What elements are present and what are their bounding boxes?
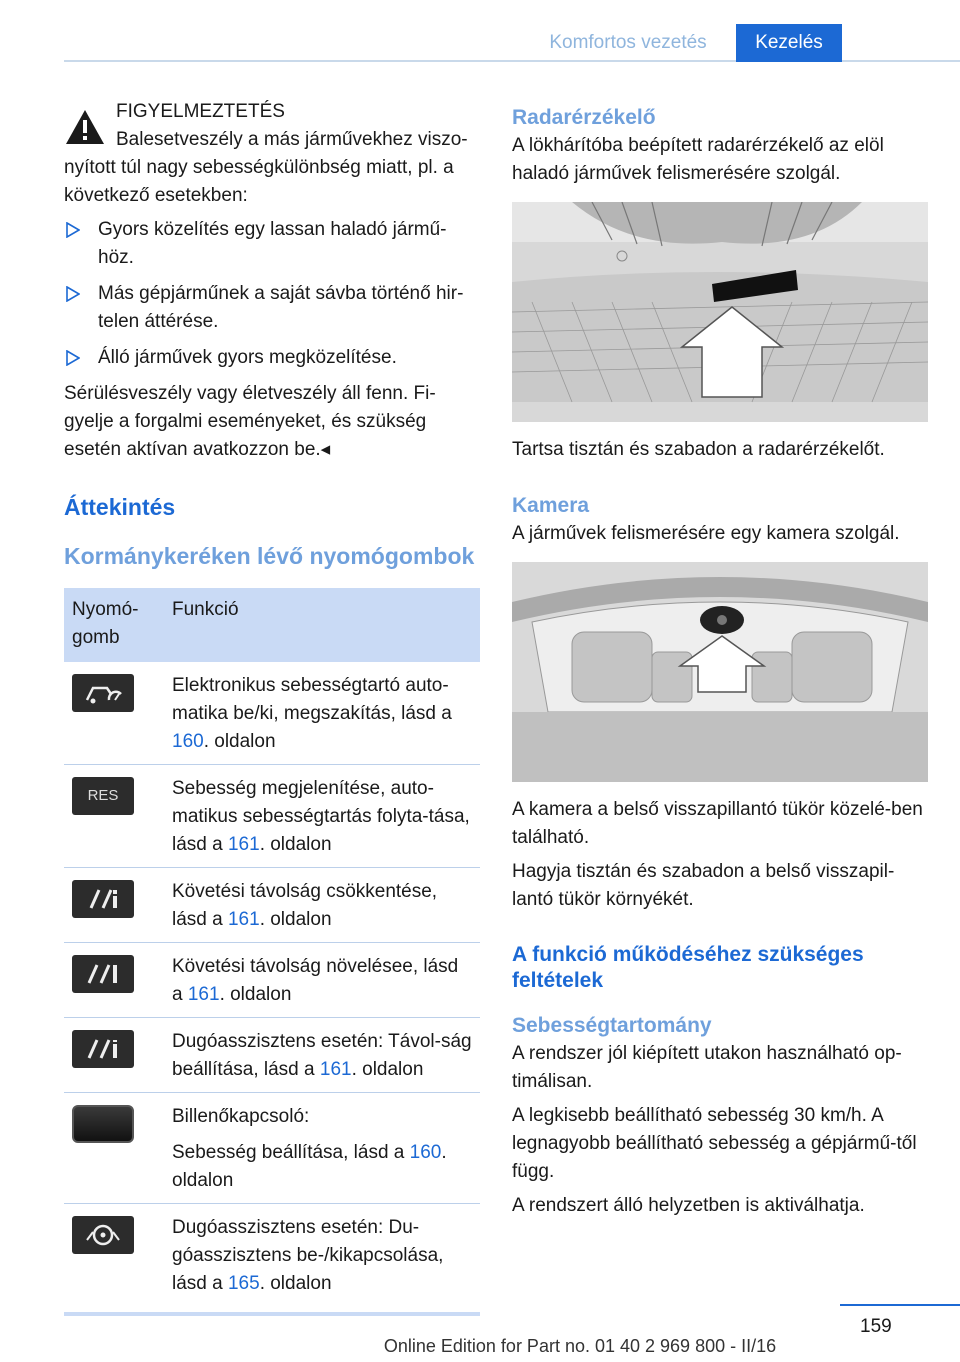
function-cell: Követési távolság csökkentése, lásd a 161. oldalon: [164, 868, 480, 943]
camera-caption-1: A kamera a belső visszapillantó tükör közelé‐ben található.: [512, 799, 923, 848]
page-number: 159: [860, 1316, 892, 1337]
bullet-triangle-icon: [66, 222, 80, 238]
steering-wheel-buttons-table: [64, 588, 480, 1316]
table-row: [64, 943, 480, 1018]
footer-edition: Online Edition for Part no. 01 40 2 969 800 - II/16: [383, 1336, 777, 1356]
page-link[interactable]: 161: [187, 984, 220, 1005]
page-link[interactable]: 161: [319, 1059, 352, 1080]
page-number-rule: [840, 1304, 960, 1306]
function-cell: Billenőkapcsoló: Sebesség beállítása, lásd a 160. oldalon: [164, 1093, 480, 1204]
radar-sensor-photo: [512, 202, 928, 422]
camera-caption-2: Hagyja tisztán és szabadon a belső visszapil‐lantó tükör környékét.: [512, 861, 895, 910]
distance-increase-icon: [72, 955, 134, 993]
table-row: [64, 868, 480, 943]
table-row: [64, 765, 480, 868]
list-item: [64, 280, 480, 336]
table-header-row: [64, 588, 480, 662]
bullet-triangle-icon: [66, 286, 80, 302]
table-row: [64, 1018, 480, 1093]
page-link[interactable]: 165: [227, 1273, 260, 1294]
overview-heading: Áttekintés: [64, 494, 176, 520]
header-chapter-tab: Kezelés: [736, 24, 842, 62]
function-cell: Sebesség megjelenítése, auto‐matikus sebességtartás folyta‐tása, lásd a 161. oldalon: [164, 765, 480, 868]
res-button-icon: RES: [72, 777, 134, 815]
page-link[interactable]: 160: [172, 731, 204, 752]
header-section-title: Komfortos vezetés: [549, 32, 707, 53]
rocker-switch-icon: [72, 1105, 134, 1143]
buttons-subheading: Kormánykeréken lévő nyomógombok: [64, 543, 475, 569]
radar-text: A lökhárítóba beépített radarérzékelő az elöl haladó járművek felismerésére szolgál.: [512, 135, 884, 184]
column-header-function: Funkció: [164, 588, 480, 662]
page-link[interactable]: 161: [227, 834, 260, 855]
function-cell: Dugóasszisztens esetén: Távol‐ság beállítása, lásd a 161. oldalon: [164, 1018, 480, 1093]
camera-heading: Kamera: [512, 494, 590, 517]
conditions-paragraph-2: A legkisebb beállítható sebesség 30 km/h. A legnagyobb beállítható sebesség a gépjármű‐től függ.: [512, 1105, 917, 1182]
table-row: [64, 662, 480, 765]
function-cell: Követési távolság növelésee, lásd a 161. oldalon: [164, 943, 480, 1018]
conditions-paragraph-3: A rendszert álló helyzetben is aktiválhatja.: [512, 1195, 865, 1216]
table-row: [64, 1204, 480, 1315]
warning-title: FIGYELMEZTETÉS: [116, 101, 285, 122]
traffic-jam-assist-icon: [72, 1216, 134, 1254]
cruise-control-icon: [72, 674, 134, 712]
radar-caption: Tartsa tisztán és szabadon a radarérzékelőt.: [512, 439, 885, 460]
bullet-triangle-icon: [66, 350, 80, 366]
distance-decrease-icon: [72, 880, 134, 918]
camera-photo: [512, 562, 928, 782]
warning-block: [64, 98, 480, 210]
page-link[interactable]: 160: [409, 1142, 442, 1163]
radar-heading: Radarérzékelő: [512, 106, 656, 129]
warning-closing-text: Sérülésveszély vagy életveszély áll fenn. Fi‐gyelje a forgalmi eseményeket, és szükség esetén aktívan avatkozzon be.◂: [64, 383, 436, 460]
function-cell: Dugóasszisztens esetén: Du‐góasszisztens be-/kikapcsolása, lásd a 165. oldalon: [164, 1204, 480, 1315]
distance-set-icon: [72, 1030, 134, 1068]
warning-triangle-icon: [64, 108, 106, 146]
warning-bullet-list: [64, 216, 480, 372]
function-cell: Elektronikus sebességtartó auto‐matika be/ki, megszakítás, lásd a 160. oldalon: [164, 662, 480, 765]
bullet-text: Álló járművek gyors megközelítése.: [98, 347, 397, 368]
conditions-paragraph-1: A rendszer jól kiépített utakon használható op‐timálisan.: [512, 1043, 902, 1092]
bullet-text: Más gépjárműnek a saját sávba történő hir‐telen áttérése.: [98, 283, 464, 332]
list-item: [64, 344, 480, 372]
warning-text: nyított túl nagy sebességkülönbség miatt, pl. a következő esetekben:: [64, 157, 454, 206]
right-column: [512, 104, 928, 1220]
list-item: [64, 216, 480, 272]
left-column: [64, 98, 480, 1316]
column-header-button: Nyomó‐gomb: [64, 588, 164, 662]
page-link[interactable]: 161: [227, 909, 260, 930]
camera-text: A járművek felismerésére egy kamera szolgál.: [512, 523, 900, 544]
speed-range-heading: Sebességtartomány: [512, 1014, 712, 1037]
warning-text-first-line: Balesetveszély a más járművekhez viszo‐: [116, 129, 468, 150]
conditions-heading: A funkció működéséhez szükséges feltételek: [512, 943, 864, 992]
bullet-text: Gyors közelítés egy lassan haladó jármű‐höz.: [98, 219, 447, 268]
table-row: [64, 1093, 480, 1204]
